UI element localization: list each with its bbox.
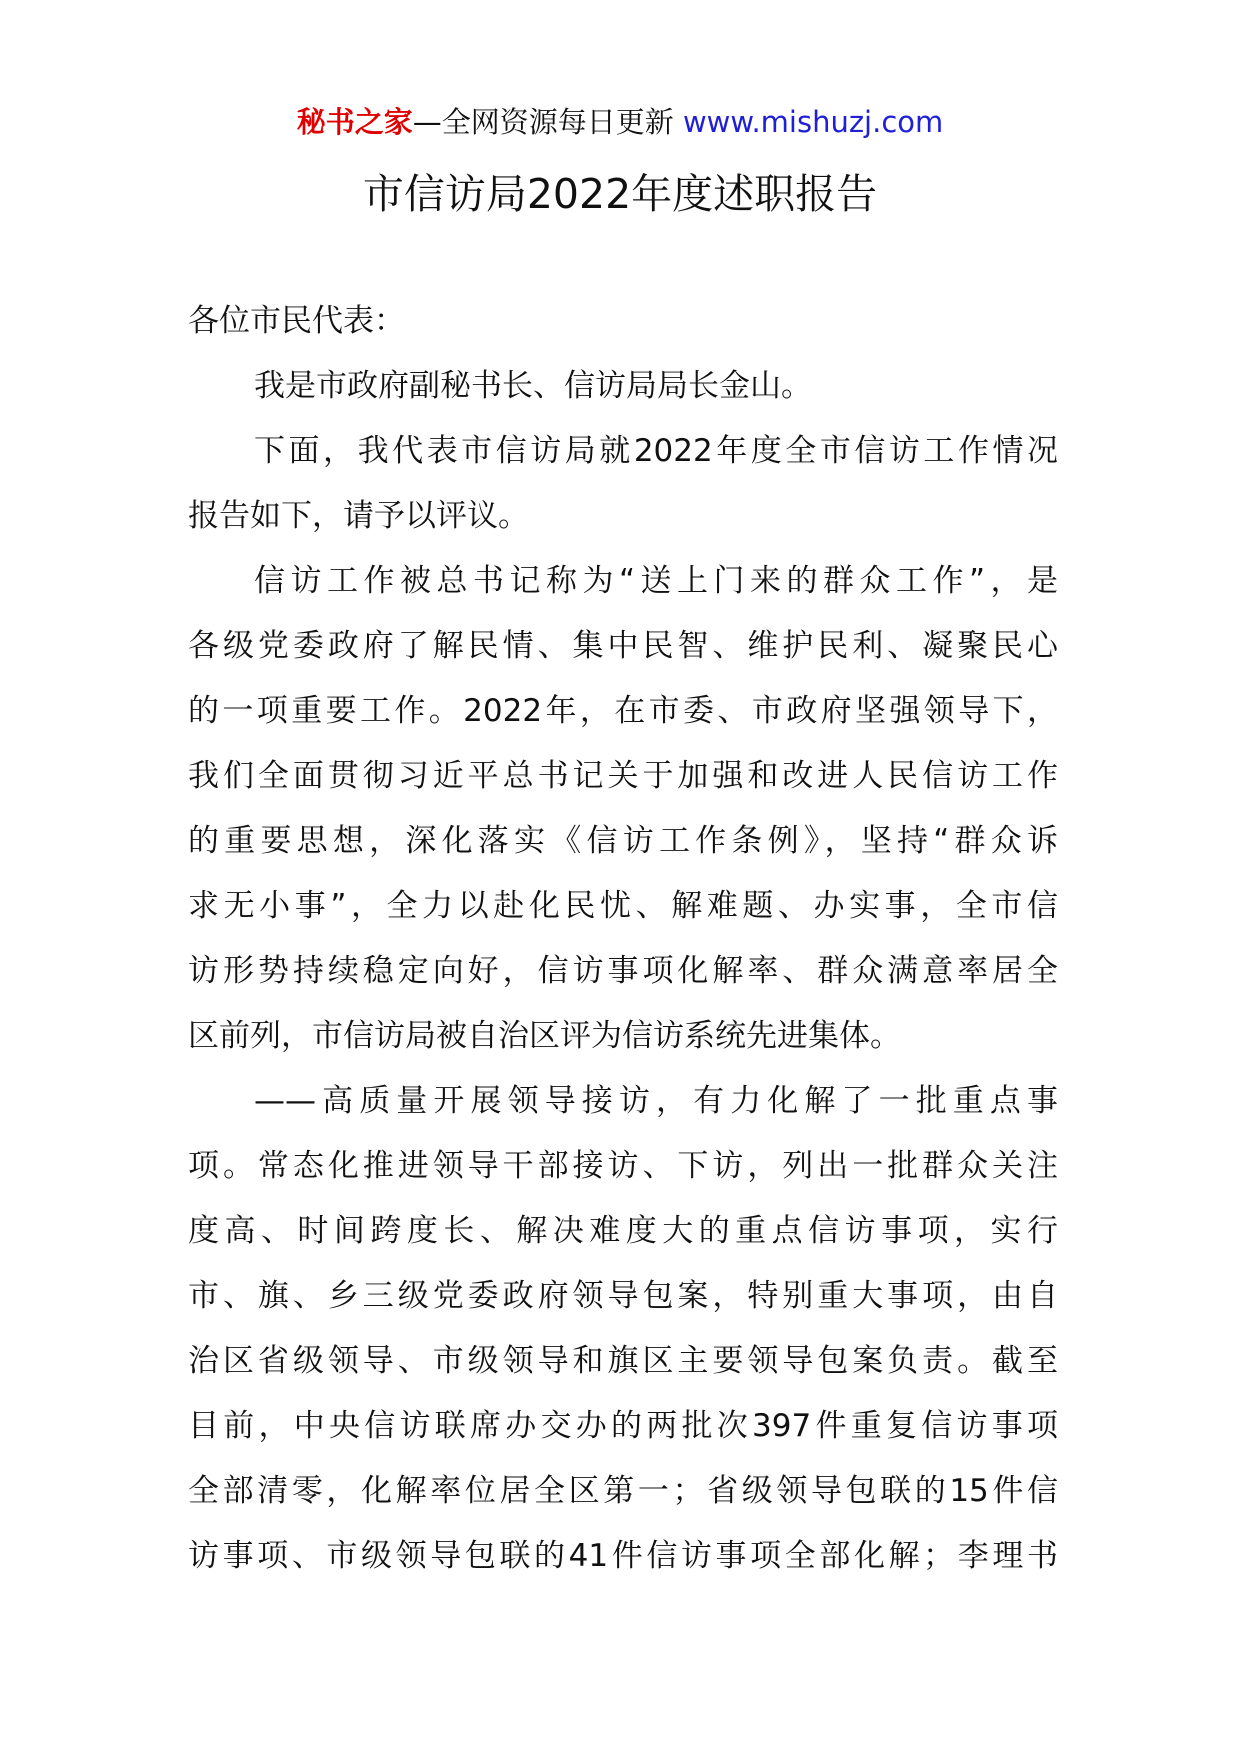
text-line: 我们全面贯彻习近平总书记关于加强和改进人民信访工作 — [188, 758, 1058, 794]
text-line: 下面，我代表市信访局就2022年度全市信访工作情况 — [254, 433, 1058, 469]
text-line: 求无小事”，全力以赴化民忧、解难题、办实事，全市信 — [188, 888, 1058, 924]
salutation-line: 各位市民代表： — [188, 303, 405, 339]
text-line: 信访工作被总书记称为“送上门来的群众工作”，是 — [254, 563, 1058, 599]
text-line: 访事项、市级领导包联的41件信访事项全部化解；李理书 — [188, 1538, 1058, 1574]
text-line: ——高质量开展领导接访，有力化解了一批重点事 — [254, 1083, 1058, 1119]
banner-slogan: —全网资源每日更新 — [412, 105, 674, 139]
site-url-link[interactable]: www.mishuzj.com — [682, 105, 944, 139]
site-banner — [0, 102, 1240, 142]
text-line: 的一项重要工作。2022年，在市委、市政府坚强领导下， — [188, 693, 1058, 729]
brand-name: 秘书之家 — [296, 105, 413, 139]
text-line: 目前，中央信访联席办交办的两批次397件重复信访事项 — [188, 1408, 1058, 1444]
text-line: 全部清零，化解率位居全区第一；省级领导包联的15件信 — [188, 1473, 1058, 1509]
text-line: 度高、时间跨度长、解决难度大的重点信访事项，实行 — [188, 1213, 1058, 1249]
text-line: 各级党委政府了解民情、集中民智、维护民利、凝聚民心 — [188, 628, 1058, 664]
text-line: 我是市政府副秘书长、信访局局长金山。 — [254, 368, 812, 404]
document-title: 市信访局2022年度述职报告 — [362, 170, 878, 218]
text-line: 市、旗、乡三级党委政府领导包案，特别重大事项，由自 — [188, 1278, 1058, 1314]
document-body — [188, 289, 1058, 1589]
text-line: 的重要思想，深化落实《信访工作条例》，坚持“群众诉 — [188, 823, 1058, 859]
text-line: 项。常态化推进领导干部接访、下访，列出一批群众关注 — [188, 1148, 1058, 1184]
text-line: 报告如下，请予以评议。 — [188, 498, 529, 534]
text-line: 访形势持续稳定向好，信访事项化解率、群众满意率居全 — [188, 953, 1058, 989]
text-line: 治区省级领导、市级领导和旗区主要领导包案负责。截至 — [188, 1343, 1058, 1379]
text-line: 区前列，市信访局被自治区评为信访系统先进集体。 — [188, 1018, 901, 1054]
